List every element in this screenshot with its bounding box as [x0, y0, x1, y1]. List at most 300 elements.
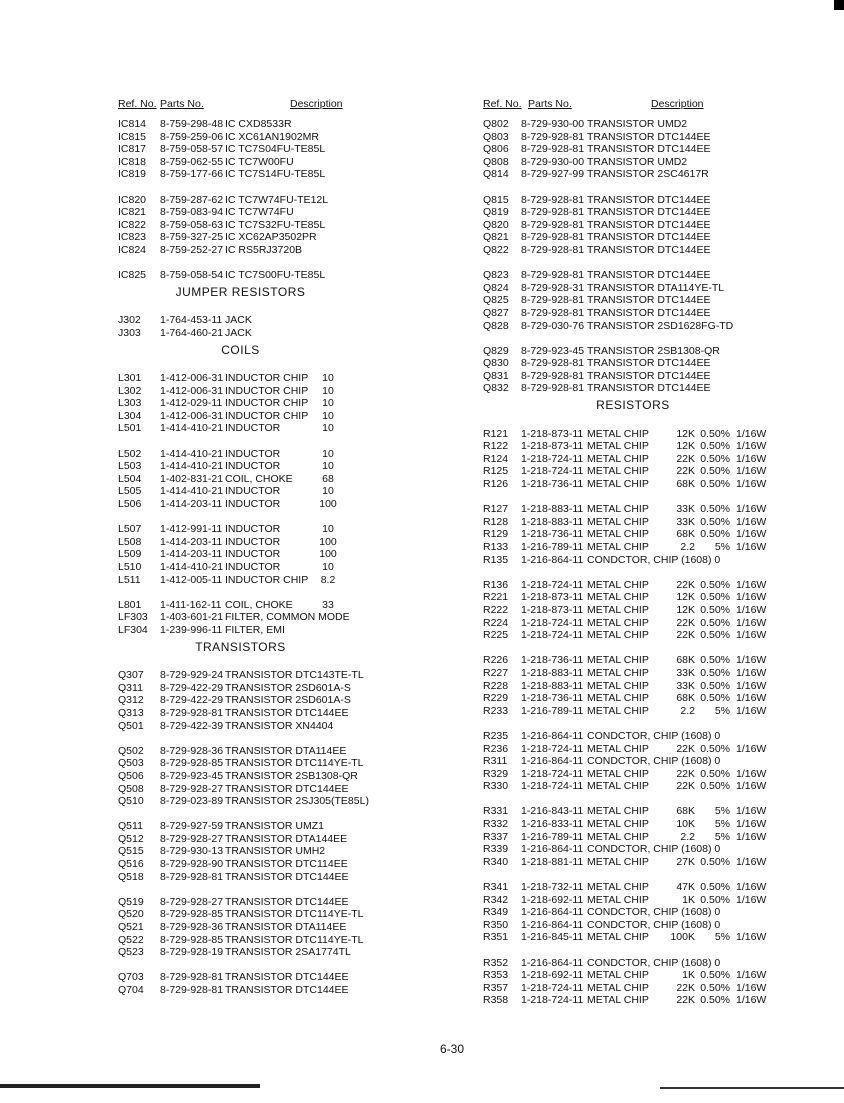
ref-no: Q501 — [118, 719, 144, 732]
parts-row — [118, 682, 363, 695]
tolerance: 5% — [714, 931, 730, 944]
description: METAL CHIP — [587, 881, 649, 894]
wattage: 1/16W — [736, 969, 767, 982]
part-no: 1-216-864-11 — [521, 553, 584, 566]
description: JACK — [225, 326, 252, 339]
part-no: 8-759-062-55 — [160, 155, 224, 168]
description: INDUCTOR — [225, 422, 281, 435]
parts-row — [483, 282, 783, 295]
tolerance: 0.50% — [700, 969, 730, 982]
description: INDUCTOR CHIP — [225, 409, 309, 422]
ref-no: L504 — [118, 472, 142, 485]
description: TRANSISTOR DTC144EE — [587, 357, 711, 370]
wattage: 1/16W — [736, 692, 767, 705]
part-no: 1-412-005-11 — [160, 573, 223, 586]
part-no: 1-216-864-11 — [521, 956, 584, 969]
ref-no: R222 — [483, 603, 509, 616]
parts-row — [118, 327, 363, 340]
wattage: 1/16W — [736, 616, 767, 629]
ref-no: Q827 — [483, 306, 509, 319]
description: FILTER, EMI — [225, 623, 285, 636]
wattage: 1/16W — [736, 528, 767, 541]
value: 1K — [682, 969, 695, 982]
parts-row — [483, 768, 783, 781]
wattage: 1/16W — [736, 931, 767, 944]
part-no: 1-218-873-11 — [521, 440, 584, 453]
parts-row — [118, 669, 363, 682]
tolerance: 0.50% — [700, 591, 730, 604]
description: METAL CHIP — [587, 994, 649, 1007]
ref-no: R349 — [483, 906, 509, 919]
scan-edge-bar — [0, 1084, 260, 1088]
description: IC TC7S04FU-TE85L — [225, 143, 326, 156]
part-no: 1-218-724-11 — [521, 994, 584, 1007]
description: CONDCTOR, CHIP (1608) 0 — [587, 755, 721, 768]
parts-row — [483, 667, 783, 680]
part-no: 8-729-928-81 — [521, 382, 585, 395]
row-spacer — [483, 793, 783, 806]
description: INDUCTOR CHIP — [225, 397, 309, 410]
tolerance: 0.50% — [700, 629, 730, 642]
value: 33K — [676, 515, 695, 528]
description: IC XC61AN1902MR — [225, 130, 319, 143]
part-no: 8-729-928-85 — [160, 757, 224, 770]
description: METAL CHIP — [587, 893, 649, 906]
part-no: 1-216-864-11 — [521, 906, 584, 919]
value: 22K — [676, 452, 695, 465]
description: METAL CHIP — [587, 465, 649, 478]
part-no: 1-764-460-21 — [160, 326, 224, 339]
value: 27K — [676, 855, 695, 868]
description: TRANSISTOR UMZ1 — [225, 820, 324, 833]
description: TRANSISTOR DTC144EE — [587, 294, 711, 307]
ref-no: Q508 — [118, 782, 144, 795]
part-no: 1-216-789-11 — [521, 704, 584, 717]
part-no: 1-218-724-11 — [521, 767, 584, 780]
part-no: 8-729-928-81 — [521, 243, 585, 256]
description: TRANSISTOR UMD2 — [587, 118, 688, 130]
parts-row — [483, 307, 783, 320]
value: 22K — [676, 981, 695, 994]
part-no: 1-218-724-11 — [521, 465, 584, 478]
description: TRANSISTOR DTC144EE — [587, 243, 711, 256]
part-no: 8-759-259-06 — [160, 130, 224, 143]
part-no: 8-729-422-29 — [160, 694, 224, 707]
tolerance: 0.50% — [700, 440, 730, 453]
description: TRANSISTOR 2SD1628FG-TD — [587, 319, 734, 332]
parts-row — [483, 541, 783, 554]
ref-no: Q704 — [118, 984, 144, 996]
ref-no: Q518 — [118, 870, 144, 883]
parts-row — [483, 244, 783, 257]
ref-no: R122 — [483, 440, 509, 453]
ref-no: Q510 — [118, 795, 144, 808]
value: 10 — [322, 384, 334, 397]
ref-no: Q521 — [118, 921, 144, 934]
ref-no: Q828 — [483, 319, 509, 332]
ref-no: R337 — [483, 830, 509, 843]
description: METAL CHIP — [587, 818, 649, 831]
parts-row — [483, 156, 783, 169]
description: TRANSISTOR XN4404 — [225, 719, 334, 732]
parts-row — [118, 757, 363, 770]
ref-no: Q815 — [483, 193, 509, 206]
ref-no: R236 — [483, 742, 509, 755]
parts-row — [483, 382, 783, 395]
wattage: 1/16W — [736, 427, 767, 440]
description: TRANSISTOR DTC144EE — [587, 269, 711, 282]
description: IC TC7S00FU-TE85L — [225, 269, 326, 282]
part-no: 1-402-831-21 — [160, 472, 224, 485]
parts-row — [118, 548, 363, 561]
tolerance: 0.50% — [700, 881, 730, 894]
parts-row — [118, 820, 363, 833]
row-spacer — [483, 944, 783, 957]
ref-no: LF304 — [118, 623, 148, 636]
part-no: 1-403-601-21 — [160, 611, 224, 624]
part-no: 1-411-162-11 — [160, 598, 222, 611]
parts-row — [118, 448, 363, 461]
value: 10 — [322, 460, 334, 473]
description: TRANSISTOR DTC144EE — [225, 706, 349, 719]
parts-row — [118, 871, 363, 884]
ref-no: R358 — [483, 994, 509, 1007]
part-no: 1-218-736-11 — [521, 654, 584, 667]
ref-no: L301 — [118, 372, 142, 385]
parts-row — [118, 574, 363, 587]
ref-no: Q516 — [118, 858, 144, 871]
tolerance: 0.50% — [700, 742, 730, 755]
column-header — [118, 98, 363, 116]
ref-no: Q515 — [118, 845, 144, 858]
section-heading: COILS — [221, 342, 260, 357]
value: 10 — [322, 523, 334, 536]
ref-no: R135 — [483, 553, 509, 566]
tolerance: 0.50% — [700, 994, 730, 1007]
ref-no: R340 — [483, 855, 509, 868]
parts-row — [118, 385, 363, 398]
parts-row — [483, 478, 783, 491]
parts-row — [118, 219, 363, 232]
wattage: 1/16W — [736, 478, 767, 491]
description: INDUCTOR CHIP — [225, 372, 309, 385]
part-no: 8-729-928-81 — [521, 206, 585, 219]
parts-row — [483, 692, 783, 705]
part-no: 8-729-928-81 — [521, 269, 585, 282]
ref-no: Q312 — [118, 694, 144, 707]
ref-no: Q822 — [483, 243, 509, 256]
description: CONDCTOR, CHIP (1608) 0 — [587, 553, 721, 566]
value: 10 — [322, 561, 334, 573]
description: JACK — [225, 314, 252, 327]
parts-row — [483, 931, 783, 944]
value: 100K — [670, 931, 695, 944]
parts-row — [483, 168, 783, 181]
tolerance: 0.50% — [700, 616, 730, 629]
part-no: 1-764-453-11 — [160, 314, 223, 327]
row-spacer — [118, 181, 363, 194]
ref-no: IC824 — [118, 243, 147, 256]
row-spacer — [483, 257, 783, 270]
parts-row — [118, 707, 363, 720]
ref-no: R352 — [483, 956, 509, 969]
description: IC CXD8533R — [225, 118, 292, 130]
tolerance: 5% — [714, 541, 730, 553]
part-no: 8-729-930-00 — [521, 155, 585, 168]
tolerance: 0.50% — [700, 767, 730, 780]
value: 8.2 — [320, 573, 336, 586]
tolerance: 5% — [714, 830, 730, 843]
part-no: 1-218-724-11 — [521, 629, 584, 642]
ref-no: R226 — [483, 654, 509, 667]
ref-no: R330 — [483, 780, 509, 793]
ref-no: Q522 — [118, 933, 144, 946]
row-spacer — [118, 586, 363, 599]
value: 12K — [676, 440, 695, 453]
description: METAL CHIP — [587, 591, 649, 604]
ref-no: Q820 — [483, 218, 509, 231]
wattage: 1/16W — [736, 704, 767, 717]
value: 100 — [319, 548, 337, 561]
part-no: 1-414-410-21 — [160, 485, 224, 498]
part-no: 8-729-928-31 — [521, 281, 585, 294]
part-no: 1-218-724-11 — [521, 742, 584, 755]
ref-no: IC820 — [118, 193, 147, 206]
part-no: 1-412-991-11 — [160, 523, 223, 536]
part-no: 8-759-058-63 — [160, 218, 224, 231]
parts-row — [118, 946, 363, 959]
wattage: 1/16W — [736, 994, 767, 1007]
row-spacer — [483, 332, 783, 345]
tolerance: 0.50% — [700, 578, 730, 591]
parts-row — [118, 783, 363, 796]
part-no: 8-759-327-25 — [160, 231, 224, 244]
left-parts-rows — [118, 118, 369, 997]
part-no: 1-218-736-11 — [521, 692, 584, 705]
description: IC TC7S14FU-TE85L — [225, 168, 326, 181]
ref-no: Q520 — [118, 908, 144, 921]
row-spacer — [118, 959, 363, 972]
parts-row — [483, 705, 783, 718]
ref-no: L801 — [118, 598, 142, 611]
ref-no: R126 — [483, 478, 509, 491]
ref-no: J302 — [118, 314, 141, 327]
value: 10 — [322, 422, 334, 435]
ref-no: Q832 — [483, 382, 509, 395]
part-no: 1-218-692-11 — [521, 969, 584, 982]
description: CONDCTOR, CHIP (1608) 0 — [587, 729, 721, 742]
parts-row — [483, 969, 783, 982]
ref-no: Q313 — [118, 706, 144, 719]
parts-row — [118, 523, 363, 536]
value: 22K — [676, 629, 695, 642]
description: METAL CHIP — [587, 528, 649, 541]
tolerance: 0.50% — [700, 427, 730, 440]
part-no: 8-729-930-13 — [160, 845, 224, 858]
ref-no: IC821 — [118, 206, 147, 219]
description: METAL CHIP — [587, 742, 649, 755]
value: 12K — [676, 427, 695, 440]
ref-no: R233 — [483, 704, 509, 717]
description: CONDCTOR, CHIP (1608) 0 — [587, 906, 721, 919]
description: METAL CHIP — [587, 541, 649, 553]
ref-no: R332 — [483, 818, 509, 831]
description: TRANSISTOR DTC144EE — [225, 984, 349, 996]
part-no: 8-729-928-90 — [160, 858, 224, 871]
ref-no: Q825 — [483, 294, 509, 307]
description: METAL CHIP — [587, 578, 649, 591]
description: INDUCTOR — [225, 447, 281, 460]
parts-row — [118, 156, 363, 169]
description: FILTER, COMMON MODE — [225, 611, 350, 624]
wattage: 1/16W — [736, 440, 767, 453]
part-no: 1-218-732-11 — [521, 881, 584, 894]
description: TRANSISTOR DTC144EE — [587, 143, 711, 156]
description: METAL CHIP — [587, 666, 649, 679]
parts-row — [483, 982, 783, 995]
description: TRANSISTOR UMD2 — [587, 155, 688, 168]
part-no: 8-729-929-24 — [160, 669, 224, 682]
parts-row — [118, 131, 363, 144]
part-no: 1-218-881-11 — [521, 855, 584, 868]
description: TRANSISTOR 2SD601A-S — [225, 694, 351, 707]
wattage: 1/16W — [736, 503, 767, 516]
description: TRANSISTOR DTC144EE — [587, 218, 711, 231]
part-no: 8-729-928-81 — [160, 870, 224, 883]
description: TRANSISTOR DTA114EE — [225, 744, 347, 757]
description: INDUCTOR — [225, 485, 281, 498]
parts-row — [118, 694, 363, 707]
description: TRANSISTOR DTA114EE — [225, 921, 347, 934]
parts-row — [118, 833, 363, 846]
description: TRANSISTOR DTC114YE-TL — [225, 908, 364, 921]
part-no: 1-239-996-11 — [160, 623, 223, 636]
parts-row — [483, 516, 783, 529]
description: TRANSISTOR DTC144EE — [587, 193, 711, 206]
ref-no: IC825 — [118, 269, 147, 282]
ref-no: Q829 — [483, 344, 509, 357]
description: IC XC62AP3502PR — [225, 231, 317, 244]
part-no: 8-729-928-27 — [160, 832, 224, 845]
value: 100 — [319, 498, 337, 511]
part-no: 1-412-029-11 — [160, 397, 223, 410]
wattage: 1/16W — [736, 654, 767, 667]
description: TRANSISTOR DTC144EE — [225, 895, 349, 908]
description: METAL CHIP — [587, 692, 649, 705]
value: 22K — [676, 780, 695, 793]
description: INDUCTOR — [225, 548, 281, 561]
part-no: 1-216-864-11 — [521, 843, 584, 856]
description: METAL CHIP — [587, 931, 649, 944]
value: 22K — [676, 994, 695, 1007]
ref-no: Q502 — [118, 744, 144, 757]
parts-row — [483, 919, 783, 932]
value: 10 — [322, 397, 334, 410]
wattage: 1/16W — [736, 805, 767, 818]
value: 68K — [676, 805, 695, 818]
description: TRANSISTOR DTA144EE — [225, 832, 348, 845]
ref-no: Q830 — [483, 357, 509, 370]
tolerance: 0.50% — [700, 515, 730, 528]
parts-row — [118, 397, 363, 410]
ref-no: R331 — [483, 805, 509, 818]
scan-corner-mark — [834, 0, 844, 10]
parts-row — [483, 465, 783, 478]
part-no: 1-412-006-31 — [160, 409, 224, 422]
column-header — [483, 98, 783, 116]
part-no: 1-216-864-11 — [521, 729, 584, 742]
parts-row — [483, 503, 783, 516]
wattage: 1/16W — [736, 679, 767, 692]
ref-no: Q823 — [483, 269, 509, 282]
parts-row — [483, 131, 783, 144]
row-spacer — [118, 360, 363, 373]
value: 10 — [322, 409, 334, 422]
part-no: 1-414-410-21 — [160, 561, 224, 573]
description: TRANSISTOR DTC114YE-TL — [225, 757, 364, 770]
ref-no: Q814 — [483, 168, 509, 181]
ref-no: Q831 — [483, 369, 509, 382]
part-no: 1-216-864-11 — [521, 918, 584, 931]
parts-row — [483, 629, 783, 642]
description: TRANSISTOR 2SB1308-QR — [225, 769, 358, 782]
parts-row — [118, 206, 363, 219]
ref-no: Q511 — [118, 820, 143, 833]
row-spacer — [118, 435, 363, 448]
part-no: 1-218-724-11 — [521, 452, 584, 465]
tolerance: 0.50% — [700, 780, 730, 793]
value: 10 — [322, 372, 334, 385]
description: TRANSISTOR DTC144EE — [587, 231, 711, 244]
description: METAL CHIP — [587, 629, 649, 642]
row-spacer — [483, 717, 783, 730]
value: 2.2 — [680, 704, 695, 717]
parts-list-left-column — [118, 98, 369, 997]
parts-row — [118, 611, 363, 624]
parts-row — [483, 370, 783, 383]
ref-no: Q806 — [483, 143, 509, 156]
parts-row — [483, 357, 783, 370]
description: TRANSISTOR DTA114YE-TL — [587, 281, 725, 294]
description: TRANSISTOR DTC114YE-TL — [225, 933, 364, 946]
value: 100 — [319, 535, 337, 548]
part-no: 1-414-203-11 — [160, 548, 223, 561]
ref-no: R329 — [483, 767, 509, 780]
wattage: 1/16W — [736, 603, 767, 616]
description: TRANSISTOR DTC144EE — [587, 206, 711, 219]
ref-no: L304 — [118, 409, 142, 422]
ref-no: LF303 — [118, 611, 148, 624]
description: METAL CHIP — [587, 503, 649, 516]
wattage: 1/16W — [736, 893, 767, 906]
description: TRANSISTOR DTC144EE — [225, 782, 349, 795]
description: CONDCTOR, CHIP (1608) 0 — [587, 956, 721, 969]
ref-no: Q819 — [483, 206, 509, 219]
parts-row — [118, 372, 363, 385]
part-no: 1-216-843-11 — [521, 805, 584, 818]
value: 68K — [676, 692, 695, 705]
tolerance: 0.50% — [700, 981, 730, 994]
part-no: 1-414-203-11 — [160, 498, 223, 511]
description: METAL CHIP — [587, 855, 649, 868]
wattage: 1/16W — [736, 855, 767, 868]
parts-row — [483, 206, 783, 219]
part-no: 8-729-928-27 — [160, 895, 224, 908]
wattage: 1/16W — [736, 629, 767, 642]
ref-no: R224 — [483, 616, 509, 629]
parts-row — [118, 118, 363, 131]
tolerance: 5% — [714, 818, 730, 831]
